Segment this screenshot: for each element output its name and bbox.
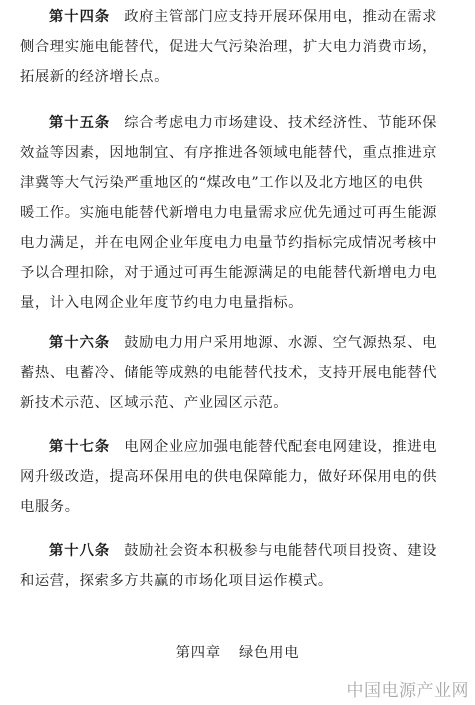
article-18 — [0, 536, 475, 596]
watermark: 中国电源产业网 — [346, 681, 469, 701]
article-text-line: 电力满足，并在电网企业年度电力电量节约指标完成情况考核中 — [20, 235, 438, 251]
article-text-line: 综合考虑电力市场建设、技术经济性、节能环保 — [124, 115, 438, 131]
article-17 — [0, 432, 475, 522]
article-text-line: 鼓励电力用户采用地源、水源、空气源热泵、电 — [124, 335, 438, 351]
article-text-line: 予以合理扣除，对于通过可再生能源满足的电能替代新增电力电 — [20, 265, 438, 281]
article-text-line: 新技术示范、区域示范、产业园区示范。 — [20, 395, 289, 411]
article-text-line: 蓄热、电蓄冷、储能等成熟的电能替代技术，支持开展电能替代 — [20, 365, 438, 381]
article-text-line: 侧合理实施电能替代，促进大气污染治理，扩大电力消费市场， — [20, 39, 438, 55]
article-text-line: 量，计入电网企业年度节约电力电量指标。 — [20, 295, 304, 311]
article-text-line: 电网企业应加强电能替代配套电网建设，推进电 — [124, 439, 438, 455]
article-text-line: 鼓励社会资本积极参与电能替代项目投资、建设 — [124, 543, 438, 559]
article-text-line: 拓展新的经济增长点。 — [20, 69, 169, 85]
chapter-title: 绿色用电 — [238, 645, 300, 661]
article-number: 第十六条 — [49, 335, 111, 351]
chapter-number: 第四章 — [175, 645, 221, 661]
article-number: 第十四条 — [49, 9, 111, 25]
article-number: 第十七条 — [49, 439, 111, 455]
article-16 — [0, 328, 475, 418]
article-15 — [0, 108, 475, 318]
article-text-line: 电服务。 — [20, 499, 80, 515]
article-text-line: 津冀等大气污染严重地区的“煤改电”工作以及北方地区的电供 — [20, 175, 424, 191]
article-text-line: 暖工作。实施电能替代新增电力电量需求应优先通过可再生能源 — [20, 205, 438, 221]
article-text-line: 网升级改造，提高环保用电的供电保障能力，做好环保用电的供 — [20, 469, 438, 485]
article-number: 第十八条 — [49, 543, 111, 559]
article-14 — [0, 2, 475, 92]
article-text-line: 和运营，探索多方共赢的市场化项目运作模式。 — [20, 573, 333, 589]
article-text-line: 政府主管部门应支持开展环保用电，推动在需求 — [124, 9, 438, 25]
chapter-heading — [0, 642, 475, 664]
article-text-line: 效益等因素，因地制宜、有序推进各领域电能替代，重点推进京 — [20, 145, 438, 161]
article-number: 第十五条 — [49, 115, 111, 131]
